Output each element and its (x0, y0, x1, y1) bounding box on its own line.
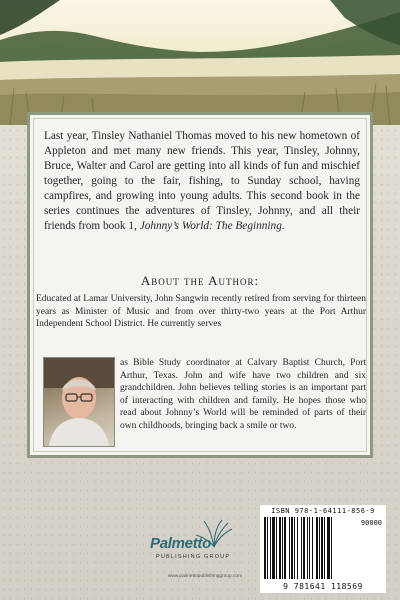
barcode-bar (297, 517, 298, 579)
barcode-bar (289, 517, 290, 579)
isbn-text: ISBN 978-1-64111-856-9 (271, 507, 375, 515)
barcode-bars (264, 517, 354, 579)
barcode-bar (321, 517, 323, 579)
author-photo (43, 357, 115, 447)
about-author-heading: About the Author: (140, 273, 260, 288)
lake-landscape-image (0, 0, 400, 125)
barcode-bar (331, 517, 332, 579)
barcode-bar (301, 517, 302, 579)
barcode-bar (307, 517, 308, 579)
publisher-name: Palmetto (150, 535, 211, 552)
barcode-bar (279, 517, 281, 579)
barcode-bar (284, 517, 286, 579)
blurb-text: Last year, Tinsley Nathaniel Thomas moved to his new hometown of Appleton and met many new friends. This year, Tinsley, Johnny, Bruce, Walter and Carol are getting into all kinds of fun and mischief together, going to the fair, fishing, to Sunday school, having campfires, and growing into young adults. This second book in the series continues the adventures of Tinsley, Johnny, and all their friends from book 1, (44, 130, 360, 232)
barcode-bar (316, 517, 318, 579)
publisher-url: www.palmettopublishinggroup.com (167, 574, 243, 579)
barcode-bar (272, 517, 275, 579)
publisher-subtitle: PUBLISHING GROUP (156, 554, 231, 560)
barcode-bar (267, 517, 268, 579)
book-blurb (44, 129, 360, 234)
barcode-bar (270, 517, 271, 579)
blurb-end: . (281, 220, 285, 232)
barcode-bar (294, 517, 295, 579)
barcode-bar (276, 517, 277, 579)
author-bio-part1: Educated at Lamar University, John Sangwin recently retired from serving for thirteen years as Minister of Music and from over thirty-two years at the Port Arthur Independent School District. He currently serves (36, 294, 366, 330)
barcode-bar (309, 517, 310, 579)
price-code: 90000 (360, 519, 382, 527)
description-panel (27, 112, 373, 458)
author-bio-part2: as Bible Study coordinator at Calvary Baptist Church, Port Arthur, Texas. John and wife have two children and six grandchildren. John believes telling stories is an important part of interacting with children and family. He hopes those who read about Johnny’s World will be reminded of parts of their own childhoods, bringing back a smile or two. (120, 358, 366, 431)
barcode-bar (327, 517, 330, 579)
barcode-bar (291, 517, 293, 579)
series-title: Johnny’s World: The Beginning (139, 220, 282, 232)
barcode-bar (312, 517, 313, 579)
publisher-logo (150, 527, 260, 565)
barcode-bar (282, 517, 283, 579)
author-portrait-image (44, 358, 114, 446)
barcode-bar (324, 517, 325, 579)
barcode-bar (264, 517, 266, 579)
barcode-bar (319, 517, 320, 579)
barcode-bar (303, 517, 305, 579)
isbn-barcode (260, 505, 386, 593)
lake-photo (0, 0, 400, 125)
barcode-digits: 9 781641 118569 (283, 582, 363, 591)
